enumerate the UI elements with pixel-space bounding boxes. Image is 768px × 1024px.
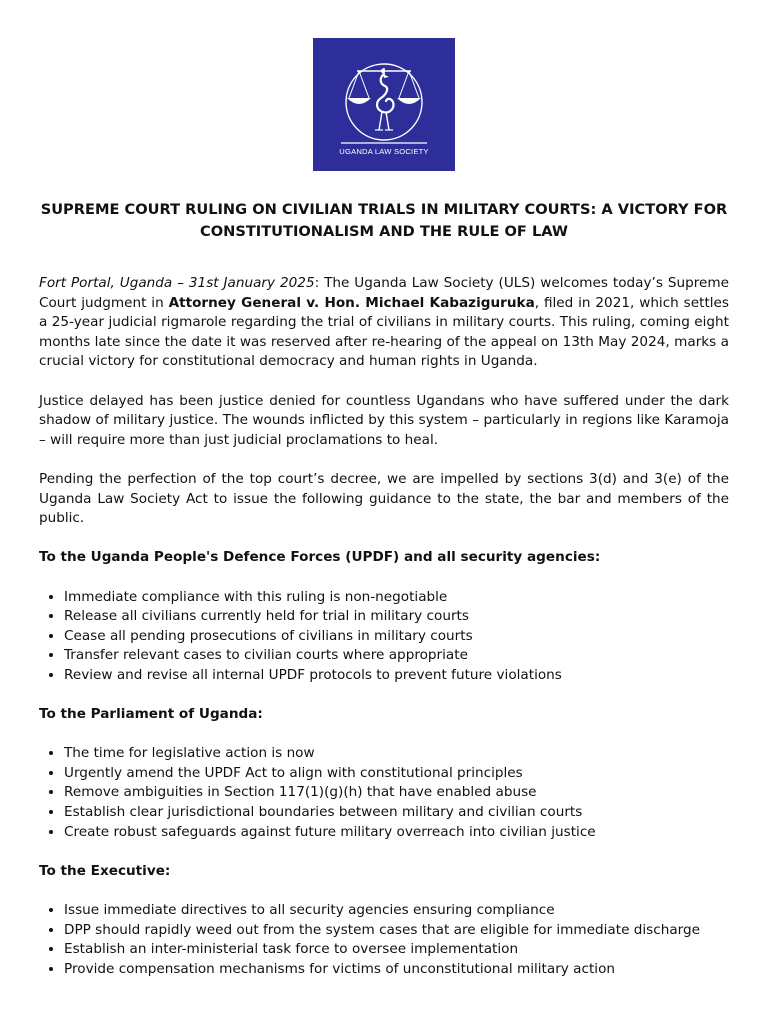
section-heading-executive: To the Executive:	[39, 862, 171, 879]
list-item: • Release all civilians currently held for trial in military courts	[64, 607, 729, 627]
uganda-law-society-logo	[313, 38, 455, 171]
case-name: Attorney General v. Hon. Michael Kabaziguruka	[168, 294, 535, 311]
list-item: • The time for legislative action is now	[64, 744, 729, 764]
list-item: • Urgently amend the UPDF Act to align with constitutional principles	[64, 764, 729, 784]
list-item: • Issue immediate directives to all security agencies ensuring compliance	[64, 901, 729, 921]
parliament-directives-list	[39, 744, 729, 842]
dateline: Fort Portal, Uganda – 31st January 2025	[39, 275, 315, 291]
list-item: • Review and revise all internal UPDF protocols to prevent future violations	[64, 666, 729, 686]
intro-paragraph	[39, 274, 729, 372]
list-item: • Transfer relevant cases to civilian courts where appropriate	[64, 646, 729, 666]
list-item: • Cease all pending prosecutions of civilians in military courts	[64, 627, 729, 647]
section-heading-updf: To the Uganda People's Defence Forces (UPDF) and all security agencies:	[39, 549, 601, 566]
list-item: • DPP should rapidly weed out from the system cases that are eligible for immediate discharge	[64, 921, 729, 941]
intro-text-a: : The Uganda Law Society (ULS) welcomes today’s Supreme Court judgment in	[39, 275, 729, 311]
updf-directives-list	[39, 588, 729, 686]
list-item: • Immediate compliance with this ruling is non-negotiable	[64, 588, 729, 608]
intro-text-b: , filed in 2021, which settles a 25-year judicial rigmarole regarding the trial of civilians in military courts. This ruling, coming eight months late since the date it was reserved after re-hearing of the appeal on 13th May 2024, marks a crucial victory for constitutional democracy and human rights in Uganda.	[39, 294, 729, 370]
press-release-title: SUPREME COURT RULING ON CIVILIAN TRIALS IN MILITARY COURTS: A VICTORY FOR CONSTITUTIONALISM AND THE RULE OF LAW	[40, 201, 728, 240]
logo-wordmark: UGANDA LAW SOCIETY	[339, 147, 429, 156]
justice-delayed-paragraph: Justice delayed has been justice denied for countless Ugandans who have suffered under the dark shadow of military justice. The wounds inflicted by this system – particularly in regions like Karamoja – will require more than just judicial proclamations to heal.	[39, 392, 729, 448]
list-item: • Establish clear jurisdictional boundaries between military and civilian courts	[64, 803, 729, 823]
list-item: • Establish an inter-ministerial task force to oversee implementation	[64, 940, 729, 960]
section-heading-parliament: To the Parliament of Uganda:	[39, 706, 263, 723]
list-item: • Create robust safeguards against future military overreach into civilian justice	[64, 823, 729, 843]
executive-directives-list	[39, 901, 729, 979]
list-item: • Provide compensation mechanisms for victims of unconstitutional military action	[64, 960, 729, 980]
press-release-body	[39, 274, 729, 999]
guidance-intro-paragraph: Pending the perfection of the top court’s decree, we are impelled by sections 3(d) and 3(e) of the Uganda Law Society Act to issue the following guidance to the state, the bar and members of the public.	[39, 470, 729, 527]
list-item: • Remove ambiguities in Section 117(1)(g)(h) that have enabled abuse	[64, 783, 729, 803]
